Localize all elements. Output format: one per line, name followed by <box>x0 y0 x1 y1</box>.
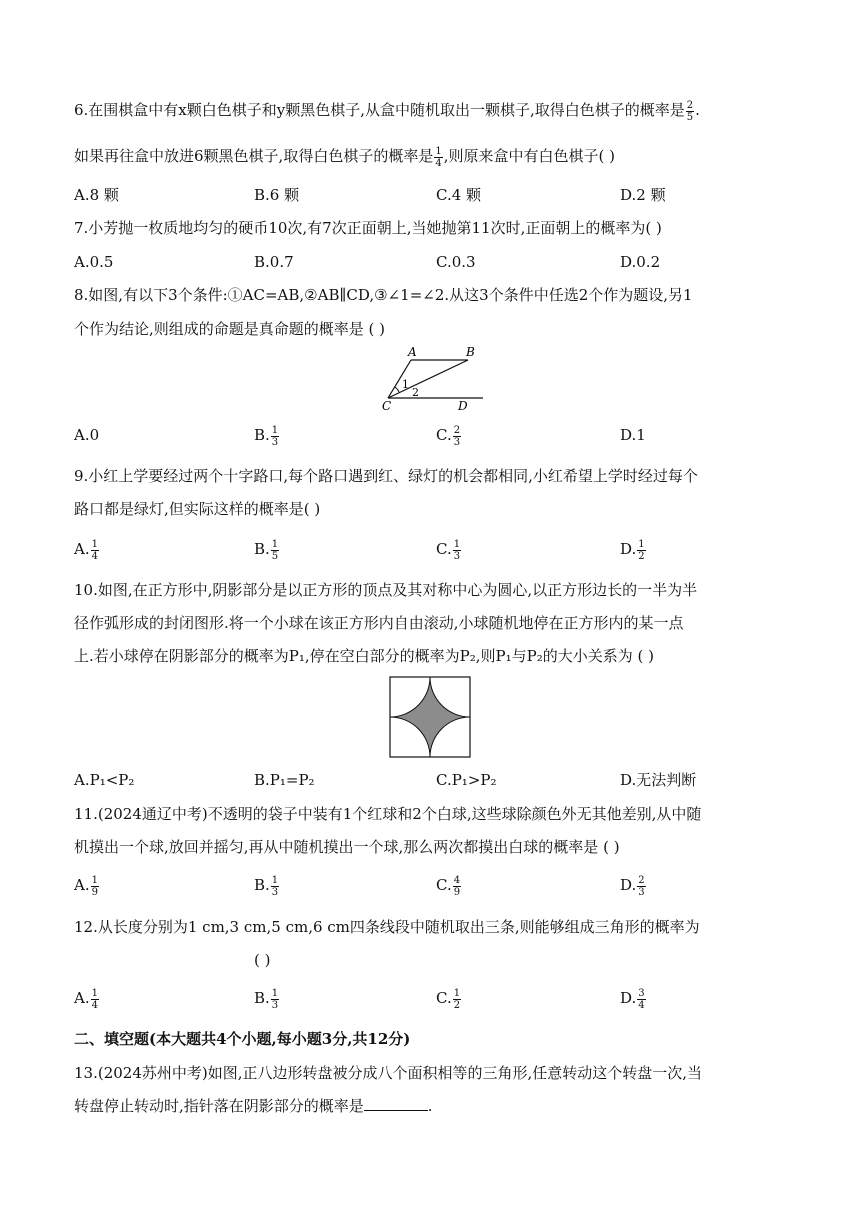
q11-option-c[interactable]: C. $\frac{4}{9}$ <box>436 874 461 898</box>
q7-option-a[interactable]: A.0.5 <box>74 253 114 271</box>
q12-option-d[interactable]: D. $\frac{3}{4}$ <box>620 987 645 1011</box>
q7-option-d[interactable]: D.0.2 <box>620 253 661 271</box>
q11-option-b[interactable]: B. $\frac{1}{3}$ <box>254 874 279 898</box>
q10-option-d[interactable]: D.无法判断 <box>620 771 697 789</box>
q12-options <box>74 987 814 1013</box>
q6-line-1: 6.在围棋盒中有x颗白色棋子和y颗黑色棋子,从盒中随机取出一颗棋子,取得白色棋子的概率是 $\frac{2}{5}$ . <box>74 99 700 123</box>
q11-options <box>74 874 814 900</box>
label-c: C <box>382 399 392 413</box>
q10-options <box>74 769 814 795</box>
q10-figure <box>389 676 471 758</box>
q11-line-1: 11.(2024通辽中考)不透明的袋子中装有1个红球和2个白球,这些球除颜色外无其他差别,从中随 <box>74 805 702 823</box>
q13-text-2: 转盘停止转动时,指针落在阴影部分的概率是 <box>74 1097 364 1115</box>
q6-text-3: ,则原来盒中有白色棋子( ) <box>443 147 615 165</box>
q6-fraction-1: $\frac{2}{5}$ <box>686 99 694 123</box>
q9-line-2: 路口都是绿灯,但实际这样的概率是( ) <box>74 500 321 518</box>
q8-option-c[interactable]: C. $\frac{2}{3}$ <box>436 424 461 448</box>
q6-option-d[interactable]: D.2 颗 <box>620 186 666 204</box>
label-b: B <box>466 345 475 359</box>
q12-option-b[interactable]: B. $\frac{1}{3}$ <box>254 987 279 1011</box>
q9-option-a[interactable]: A. $\frac{1}{4}$ <box>74 538 98 562</box>
label-a: A <box>408 345 417 359</box>
q9-option-c[interactable]: C. $\frac{1}{3}$ <box>436 538 461 562</box>
q12-line-1: 12.从长度分别为1 cm,3 cm,5 cm,6 cm四条线段中随机取出三条,则能够组成三角形的概率为 <box>74 918 700 936</box>
q6-option-a[interactable]: A.8 颗 <box>74 186 119 204</box>
q6-option-b[interactable]: B.6 颗 <box>254 186 300 204</box>
q8-figure <box>378 344 498 414</box>
label-angle-2: 2 <box>412 386 419 399</box>
q8-option-a[interactable]: A.0 <box>74 426 100 444</box>
q7-line-1: 7.小芳抛一枚质地均匀的硬币10次,有7次正面朝上,当她抛第11次时,正面朝上的概率为( ) <box>74 219 662 237</box>
q9-option-b[interactable]: B. $\frac{1}{5}$ <box>254 538 279 562</box>
q6-line-2 <box>74 145 802 169</box>
q7-option-b[interactable]: B.0.7 <box>254 253 294 271</box>
q10-line-1: 10.如图,在正方形中,阴影部分是以正方形的顶点及其对称中心为圆心,以正方形边长的一半为半 <box>74 581 698 599</box>
q7-options <box>74 251 814 277</box>
q6-options <box>74 184 814 210</box>
q7-option-c[interactable]: C.0.3 <box>436 253 476 271</box>
q6-fraction-2: $\frac{1}{4}$ <box>435 145 442 169</box>
q13-line-1: 13.(2024苏州中考)如图,正八边形转盘被分成八个面积相等的三角形,任意转动这个转盘一次,当 <box>74 1064 703 1082</box>
q11-option-a[interactable]: A. $\frac{1}{9}$ <box>74 874 98 898</box>
q6-text-2: 如果再往盒中放进6颗黑色棋子,取得白色棋子的概率是 <box>74 147 434 165</box>
q11-option-d[interactable]: D. $\frac{2}{3}$ <box>620 874 645 898</box>
q13-answer-blank[interactable] <box>364 1096 428 1111</box>
q13-text-3: . <box>427 1097 433 1115</box>
q10-line-2: 径作弧形成的封闭图形.将一个小球在该正方形内自由滚动,小球随机地停在正方形内的某一点 <box>74 614 684 632</box>
q10-line-3: 上.若小球停在阴影部分的概率为P₁,停在空白部分的概率为P₂,则P₁与P₂的大小关系为 ( ) <box>74 647 654 665</box>
q8-option-d[interactable]: D.1 <box>620 426 646 444</box>
angle-arc <box>395 387 399 392</box>
q9-option-d[interactable]: D. $\frac{1}{2}$ <box>620 538 645 562</box>
q8-option-b[interactable]: B. $\frac{1}{3}$ <box>254 424 279 448</box>
q8-line-1: 8.如图,有以下3个条件:①AC=AB,②AB∥CD,③∠1=∠2.从这3个条件中任选2个作为题设,另1 <box>74 286 693 304</box>
q12-option-a[interactable]: A. $\frac{1}{4}$ <box>74 987 98 1011</box>
label-d: D <box>458 399 468 413</box>
label-angle-1: 1 <box>402 378 409 391</box>
q11-line-2: 机摸出一个球,放回并摇匀,再从中随机摸出一个球,那么两次都摸出白球的概率是 ( ) <box>74 838 620 856</box>
q8-options <box>74 424 814 450</box>
q13-line-2 <box>74 1095 802 1117</box>
q12-option-c[interactable]: C. $\frac{1}{2}$ <box>436 987 461 1011</box>
q6-text-1: 6.在围棋盒中有x颗白色棋子和y颗黑色棋子,从盒中随机取出一颗棋子,取得白色棋子的概率是 <box>74 101 685 119</box>
section-2-heading: 二、填空题(本大题共4个小题,每小题3分,共12分) <box>74 1030 411 1048</box>
q8-line-2: 个作为结论,则组成的命题是真命题的概率是 ( ) <box>74 320 386 338</box>
q10-option-c[interactable]: C.P₁>P₂ <box>436 771 497 789</box>
q6-option-c[interactable]: C.4 颗 <box>436 186 482 204</box>
q10-option-b[interactable]: B.P₁=P₂ <box>254 771 315 789</box>
q9-options <box>74 538 814 564</box>
q9-line-1: 9.小红上学要经过两个十字路口,每个路口遇到红、绿灯的机会都相同,小红希望上学时经过每个 <box>74 467 698 485</box>
q10-option-a[interactable]: A.P₁<P₂ <box>74 771 135 789</box>
q12-line-2: ( ) <box>254 951 271 969</box>
